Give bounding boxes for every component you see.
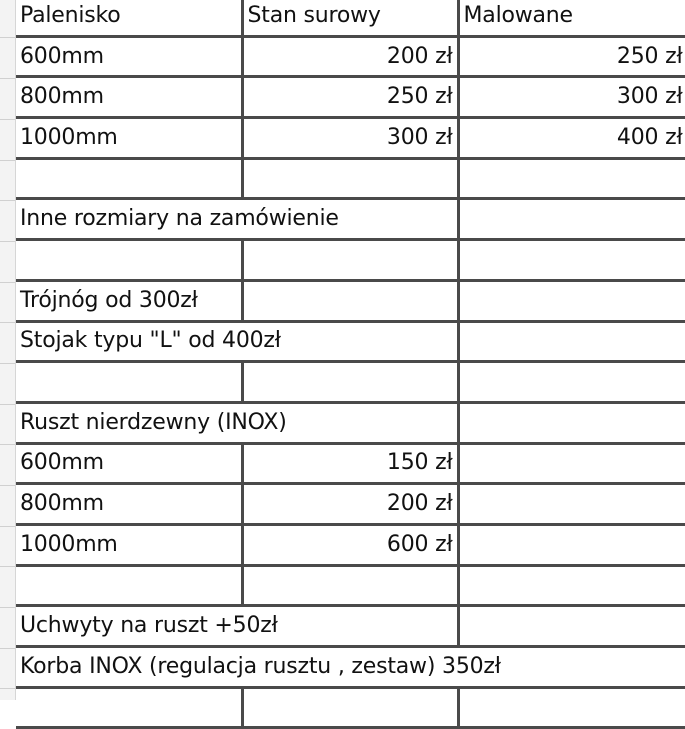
table-row	[16, 647, 685, 688]
empty-row	[16, 240, 685, 281]
cell-grate-price[interactable]: 600 zł	[242, 524, 458, 565]
cell-raw-price[interactable]: 300 zł	[242, 118, 458, 159]
row-divider	[0, 688, 15, 689]
cell-grate-title[interactable]: Ruszt nierdzewny (INOX)	[16, 402, 458, 443]
cell-size[interactable]: 800mm	[16, 77, 242, 118]
row-divider	[0, 282, 15, 283]
table-row	[16, 280, 685, 321]
cell-grate-handles[interactable]: Uchwyty na ruszt +50zł	[16, 606, 458, 647]
empty-cell[interactable]	[458, 687, 685, 728]
empty-row	[16, 158, 685, 199]
cell-grate-price[interactable]: 150 zł	[242, 443, 458, 484]
cell-size[interactable]: 1000mm	[16, 118, 242, 159]
header-stan-surowy[interactable]: Stan surowy	[242, 0, 458, 36]
cell-size[interactable]: 600mm	[16, 443, 242, 484]
table-row	[16, 36, 685, 77]
empty-row	[16, 362, 685, 403]
row-divider	[0, 526, 15, 527]
price-sheet	[16, 0, 685, 729]
table-row	[16, 402, 685, 443]
row-divider	[0, 119, 15, 120]
empty-cell[interactable]	[242, 240, 458, 281]
empty-cell[interactable]	[458, 240, 685, 281]
empty-cell[interactable]	[458, 443, 685, 484]
cell-raw-price[interactable]: 250 zł	[242, 77, 458, 118]
row-divider	[0, 363, 15, 364]
empty-cell[interactable]	[242, 362, 458, 403]
table-row	[16, 524, 685, 565]
empty-cell[interactable]	[242, 687, 458, 728]
cell-raw-price[interactable]: 200 zł	[242, 36, 458, 77]
empty-cell[interactable]	[16, 158, 242, 199]
table-row	[16, 484, 685, 525]
row-divider	[0, 160, 15, 161]
empty-cell[interactable]	[16, 565, 242, 606]
empty-cell[interactable]	[458, 524, 685, 565]
row-header-strip	[0, 0, 16, 700]
cell-stand-l[interactable]: Stojak typu "L" od 400zł	[16, 321, 458, 362]
row-divider	[0, 241, 15, 242]
empty-cell[interactable]	[458, 280, 685, 321]
empty-cell[interactable]	[242, 158, 458, 199]
cell-painted-price[interactable]: 250 zł	[458, 36, 685, 77]
empty-cell[interactable]	[242, 280, 458, 321]
row-divider	[0, 607, 15, 608]
header-malowane[interactable]: Malowane	[458, 0, 685, 36]
header-palenisko[interactable]: Palenisko	[16, 0, 242, 36]
empty-cell[interactable]	[16, 240, 242, 281]
cell-crank[interactable]: Korba INOX (regulacja rusztu , zestaw) 350zł	[16, 647, 685, 688]
row-divider	[0, 566, 15, 567]
cell-grate-price[interactable]: 200 zł	[242, 484, 458, 525]
empty-cell[interactable]	[458, 362, 685, 403]
header-row	[16, 0, 685, 36]
row-divider	[0, 322, 15, 323]
cell-painted-price[interactable]: 400 zł	[458, 118, 685, 159]
row-divider	[0, 78, 15, 79]
cell-size[interactable]: 600mm	[16, 36, 242, 77]
row-divider	[0, 200, 15, 201]
table-row	[16, 443, 685, 484]
empty-cell[interactable]	[458, 158, 685, 199]
cell-custom-sizes[interactable]: Inne rozmiary na zamówienie	[16, 199, 458, 240]
cell-painted-price[interactable]: 300 zł	[458, 77, 685, 118]
cell-tripod[interactable]: Trójnóg od 300zł	[16, 280, 242, 321]
table-row	[16, 606, 685, 647]
empty-cell[interactable]	[16, 687, 242, 728]
empty-cell[interactable]	[458, 565, 685, 606]
empty-cell[interactable]	[458, 484, 685, 525]
cell-size[interactable]: 1000mm	[16, 524, 242, 565]
row-divider	[0, 37, 15, 38]
empty-cell[interactable]	[458, 606, 685, 647]
row-divider	[0, 404, 15, 405]
empty-cell[interactable]	[458, 402, 685, 443]
table-row	[16, 77, 685, 118]
row-divider	[0, 485, 15, 486]
empty-cell[interactable]	[458, 199, 685, 240]
empty-cell[interactable]	[242, 565, 458, 606]
cell-size[interactable]: 800mm	[16, 484, 242, 525]
empty-cell[interactable]	[16, 362, 242, 403]
empty-row	[16, 565, 685, 606]
empty-row	[16, 687, 685, 728]
table-row	[16, 321, 685, 362]
empty-cell[interactable]	[458, 321, 685, 362]
table-row	[16, 118, 685, 159]
row-divider	[0, 444, 15, 445]
row-divider	[0, 648, 15, 649]
table-row	[16, 199, 685, 240]
